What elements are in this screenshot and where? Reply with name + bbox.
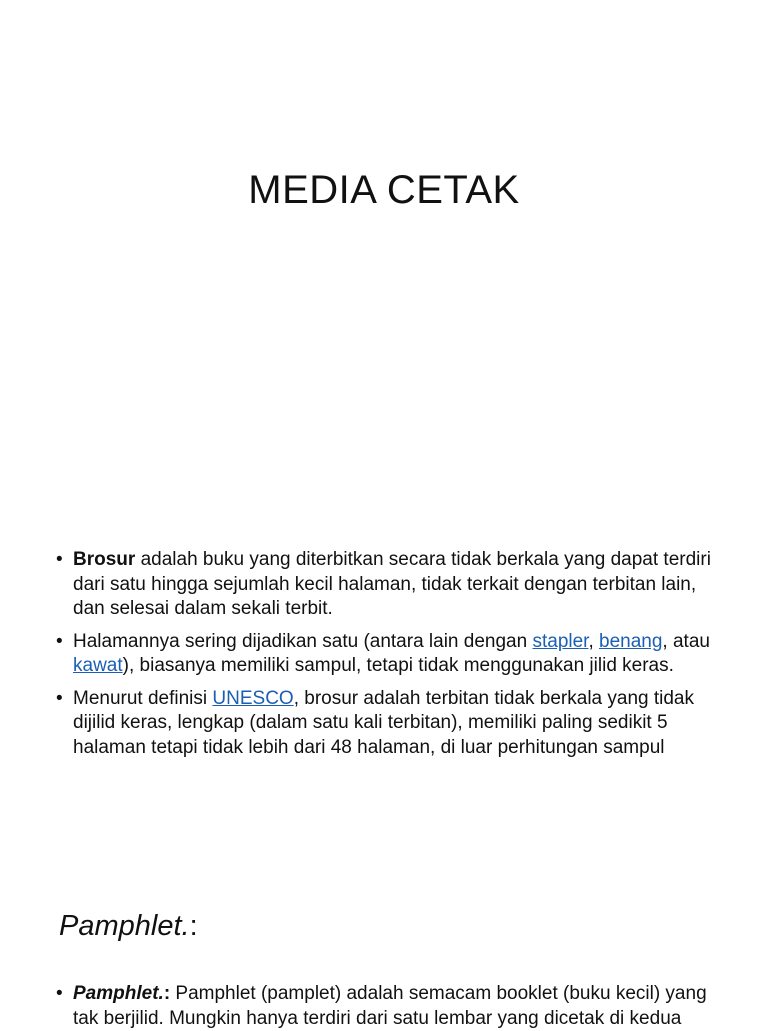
- link-benang[interactable]: benang: [599, 630, 663, 652]
- bullet-text: Menurut definisi: [73, 687, 213, 709]
- link-kawat[interactable]: kawat: [73, 655, 123, 676]
- bullet-term: Brosur: [73, 549, 136, 570]
- list-item: [56, 687, 726, 761]
- list-item: [56, 630, 726, 679]
- separator-text: , atau: [662, 630, 710, 652]
- list-item: [56, 548, 726, 622]
- slide-title: MEDIA CETAK: [248, 168, 520, 212]
- section-title-suffix: :: [189, 910, 198, 942]
- link-stapler[interactable]: stapler: [532, 630, 589, 652]
- bullet-text: , brosur adalah terbitan tidak berkala yang tidak dijilid keras, lengkap (dalam satu kali terbitan), memiliki paling sedikit 5 halaman tetapi tidak lebih dari 48 halaman, di luar perhitungan sampul: [73, 687, 695, 758]
- bullet-term-suffix: :: [163, 983, 171, 1004]
- bullet-list: [56, 548, 726, 768]
- section-title: [59, 910, 198, 943]
- separator-text: ,: [588, 630, 600, 652]
- bullet-term: Pamphlet.: [73, 983, 164, 1004]
- bullet-text: Pamphlet (pamplet) adalah semacam booklet (buku kecil) yang tak berjilid. Mungkin hanya terdiri dari satu lembar yang dicetak di kedua: [73, 983, 707, 1029]
- bullet-text: adalah buku yang diterbitkan secara tidak berkala yang dapat terdiri dari satu hingga sejumlah kecil halaman, tidak terkait dengan terbitan lain, dan selesai dalam sekali terbit.: [73, 549, 711, 619]
- link-unesco[interactable]: UNESCO: [212, 687, 294, 709]
- section-title-italic: Pamphlet.: [59, 910, 190, 942]
- bullet-text: ), biasanya memiliki sampul, tetapi tidak menggunakan jilid keras.: [122, 655, 674, 676]
- bullet-text: Halamannya sering dijadikan satu (antara lain dengan: [73, 630, 533, 652]
